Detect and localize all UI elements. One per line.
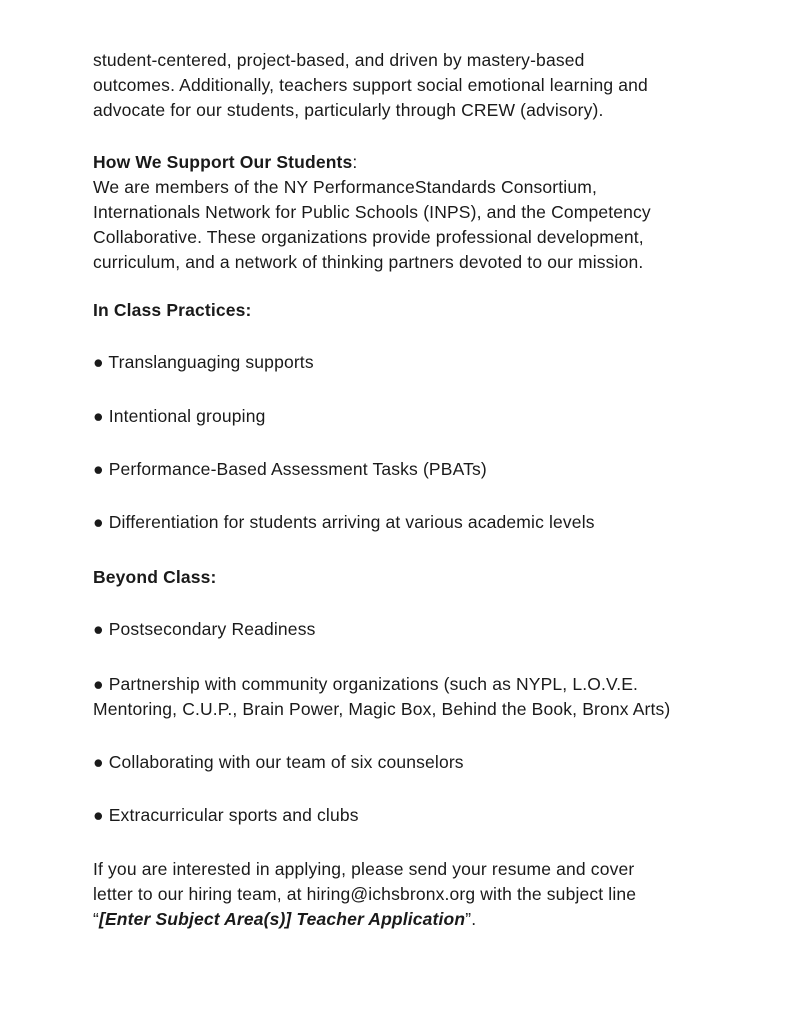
- list-item: [93, 672, 670, 722]
- list-item: ● Postsecondary Readiness: [93, 619, 316, 639]
- support-section: [93, 150, 651, 275]
- quote-open: “: [93, 909, 99, 929]
- text-line: Internationals Network for Public Schools (INPS), and the Competency: [93, 202, 651, 222]
- section-heading: In Class Practices:: [93, 300, 252, 320]
- list-item: ● Collaborating with our team of six counselors: [93, 752, 464, 772]
- quote-close: ”.: [465, 909, 477, 929]
- list-item: ● Extracurricular sports and clubs: [93, 805, 359, 825]
- text-line: curriculum, and a network of thinking partners devoted to our mission.: [93, 252, 644, 272]
- list-item: ● Differentiation for students arriving at various academic levels: [93, 512, 595, 532]
- text-line: advocate for our students, particularly through CREW (advisory).: [93, 100, 604, 120]
- text-line: ● Partnership with community organizations (such as NYPL, L.O.V.E.: [93, 674, 639, 694]
- text-line: If you are interested in applying, please send your resume and cover: [93, 859, 635, 879]
- text-line: student-centered, project-based, and driven by mastery-based: [93, 50, 585, 70]
- list-item: ● Intentional grouping: [93, 406, 266, 426]
- section-heading: How We Support Our Students: [93, 152, 353, 172]
- email-subject-line: [Enter Subject Area(s)] Teacher Application: [98, 909, 466, 929]
- text-line: Collaborative. These organizations provide professional development,: [93, 227, 644, 247]
- text-line: outcomes. Additionally, teachers support social emotional learning and: [93, 75, 648, 95]
- text-line: Mentoring, C.U.P., Brain Power, Magic Box, Behind the Book, Bronx Arts): [93, 699, 671, 719]
- list-item: ● Performance-Based Assessment Tasks (PBATs): [93, 459, 487, 479]
- intro-paragraph: [93, 48, 648, 123]
- section-heading: Beyond Class:: [93, 567, 217, 587]
- text-line: We are members of the NY PerformanceStandards Consortium,: [93, 177, 597, 197]
- text-line: letter to our hiring team, at hiring@ichsbronx.org with the subject line: [93, 884, 637, 904]
- list-item: ● Translanguaging supports: [93, 352, 314, 372]
- closing-paragraph: [93, 857, 636, 932]
- heading-colon: :: [352, 152, 358, 172]
